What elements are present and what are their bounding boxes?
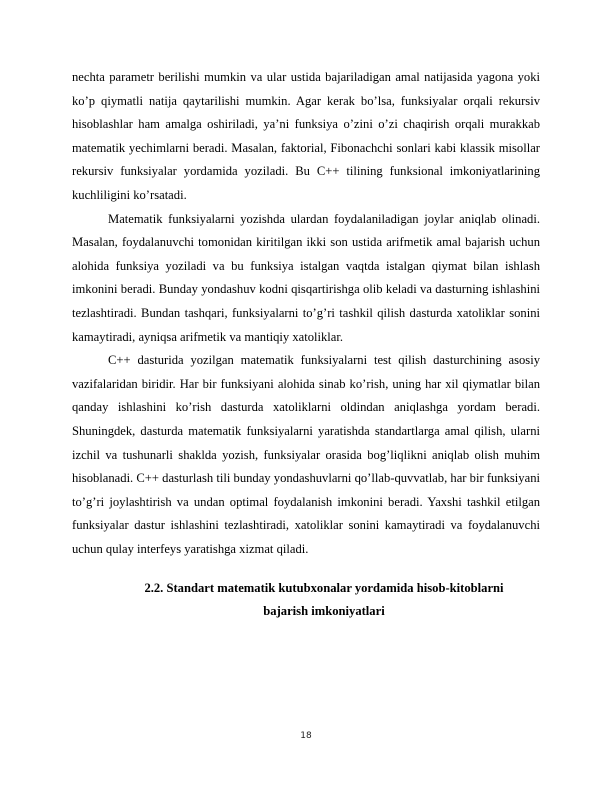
page-number: 18 xyxy=(300,731,312,741)
document-page xyxy=(72,66,540,623)
section-heading-line-2: bajarish imkoniyatlari xyxy=(263,604,385,619)
paragraph-2: Matematik funksiyalarni yozishda ulardan foydalaniladigan joylar aniqlab olinadi. Masalan, foydalanuvchi tomonidan kiritilgan ikki son ustida arifmetik amal bajarish uchun alohida funksiya yoziladi va bu funksiya istalgan vaqtda istalgan qiymat bilan ishlash imkonini beradi. Bunday yondashuv kodni qisqartirishga olib keladi va dasturning ishlashini tezlashtiradi. Bundan tashqari, funksiyalarni to’g’ri tashkil qilish dasturda xatoliklar sonini kamaytiradi, ayniqsa arifmetik va mantiqiy xatoliklar. xyxy=(72,211,540,344)
paragraph-1: nechta parametr berilishi mumkin va ular ustida bajariladigan amal natijasida yagona yoki ko’p qiymatli natija qaytarilishi mumkin. Agar kerak bo’lsa, funksiyalar orqali rekursiv hisoblashlar ham amalga oshiriladi, ya’ni funksiya o’zini o’zi chaqirish orqali murakkab matematik yechimlarni beradi. Masalan, faktorial, Fibonachchi sonlari kabi klassik misollar rekursiv funksiyalar yordamida yoziladi. Bu C++ tilining funksional imkoniyatlarining kuchliligini ko’rsatadi. xyxy=(72,70,540,202)
paragraph-3: C++ dasturida yozilgan matematik funksiyalarni test qilish dasturchining asosiy vazifalaridan biridir. Har bir funksiyani alohida sinab ko’rish, uning har xil qiymatlar bilan qanday ishlashini ko’rish dasturda xatoliklarni oldindan aniqlashga yordam beradi. Shuningdek, dasturda matematik funksiyalarni yaratishda standartlarga amal qilish, ularni izchil va tushunarli shaklda yozish, funksiyalar orasida bog’liqlikni aniqlab olish muhim hisoblanadi. C++ dasturlash tili bunday yondashuvlarni qo’llab-quvvatlab, har bir funksiyani to’g’ri joylashtirish va undan optimal foydalanish imkonini beradi. Yaxshi tashkil etilgan funksiyalar dastur ishlashini tezlashtiradi, xatoliklar sonini kamaytiradi va foydalanuvchi uchun qulay interfeys yaratishga xizmat qiladi. xyxy=(72,353,540,556)
section-heading-line-1: 2.2. Standart matematik kutubxonalar yordamida hisob-kitoblarni xyxy=(144,581,504,596)
section-heading xyxy=(72,577,540,623)
